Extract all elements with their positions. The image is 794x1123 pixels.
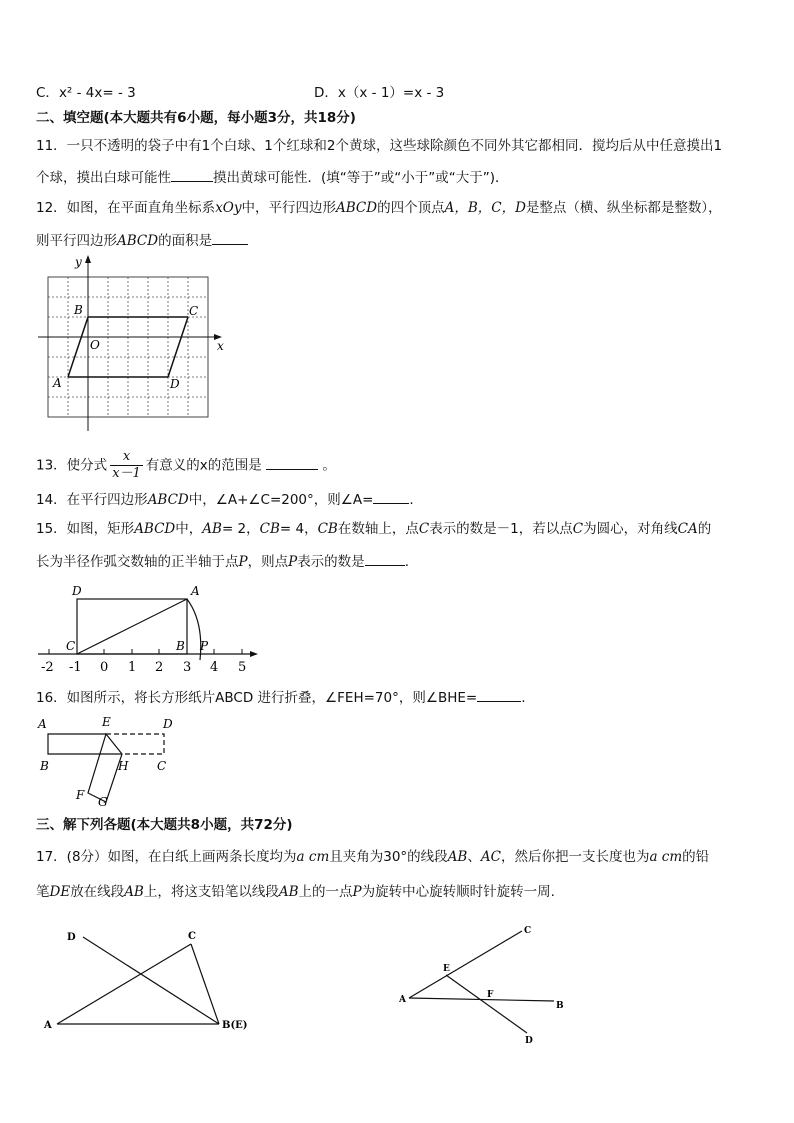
section-2-title: 二、填空题(本大题共有6小题，每小题3分，共18分) xyxy=(36,110,356,126)
q15-text-c: = 2， xyxy=(221,521,260,537)
q16-label-b: B xyxy=(40,759,49,773)
q13-answer-blank[interactable] xyxy=(266,455,318,470)
q12-parallelogram-name-2: ABCD xyxy=(117,233,159,249)
q17-fig2-label-b: B xyxy=(556,1001,564,1011)
q15-segment-ab: AB xyxy=(202,521,222,537)
q17-fig1-label-be: B(E) xyxy=(222,1020,248,1031)
q12-point-b-label: B xyxy=(74,303,83,317)
q15-label-b: B xyxy=(176,639,185,653)
q12-grid-figure xyxy=(36,255,236,435)
option-d-expr: x（x - 1）=x - 3 xyxy=(337,85,445,101)
q11-line-2 xyxy=(36,167,509,187)
q11-text-a: 个球，摸出白球可能性 xyxy=(36,170,171,186)
q15-text-h: 的 xyxy=(697,521,712,537)
q17-fig1-label-d: D xyxy=(67,932,76,943)
q12-answer-blank[interactable] xyxy=(212,230,248,245)
q16-label-d: D xyxy=(163,717,173,731)
q17-text-d: ，然后你把一支长度也为 xyxy=(500,849,650,865)
q15-point-c: C xyxy=(418,521,430,537)
q17-point-p: P xyxy=(352,884,362,900)
q17-segment-ac: AC xyxy=(480,849,501,865)
q14-text-middle: 中，∠A+∠C=200°，则∠A= xyxy=(188,492,374,508)
q15-text-i: 长为半径作弧交数轴的正半轴于点 xyxy=(36,554,239,570)
q17-text-j: 为旋转中心旋转顺时针旋转一周. xyxy=(361,884,555,900)
q12-side-ab xyxy=(68,317,88,377)
q16-label-h: H xyxy=(118,759,129,773)
q17-fig2-pencil-de xyxy=(446,975,527,1033)
option-c-expr: x² - 4x= - 3 xyxy=(58,85,136,101)
q13-text-prefix: 13．使分式 xyxy=(36,457,108,474)
q11-answer-blank[interactable] xyxy=(171,167,213,182)
option-c-label: C． xyxy=(36,85,59,101)
q15-segment-cb: CB xyxy=(259,521,280,537)
q12-text-c: 的四个顶点 xyxy=(377,200,445,216)
q12-parallelogram-name: ABCD xyxy=(336,200,378,216)
q17-figure-2 xyxy=(396,920,596,1050)
q13-line xyxy=(36,449,336,482)
q15-diagonal xyxy=(77,599,187,654)
q17-segment-ab: AB xyxy=(447,849,468,865)
q15-tick-label: 4 xyxy=(210,660,219,675)
option-d-label: D． xyxy=(314,85,338,101)
q17-fig1-segment-ac xyxy=(57,944,191,1024)
q15-label-p: P xyxy=(200,639,209,653)
q17-figure-1 xyxy=(36,925,276,1045)
q12-side-dc xyxy=(168,317,188,377)
q17-text-a: 17．(8分）如图，在白纸上画两条长度均为 xyxy=(36,849,297,865)
q12-axis-y-label: y xyxy=(75,255,82,269)
q16-text-end: . xyxy=(521,690,526,706)
q15-tick-labels xyxy=(41,660,246,675)
q12-y-axis-arrow xyxy=(85,255,91,263)
q17-text-g: 放在线段 xyxy=(70,884,125,900)
q16-label-c: C xyxy=(157,759,167,773)
q15-point-c-2: C xyxy=(572,521,584,537)
q13-fraction xyxy=(110,449,143,482)
q16-fold-figure xyxy=(36,712,186,812)
q14-answer-blank[interactable] xyxy=(373,489,409,504)
q15-text-d: = 4， xyxy=(279,521,318,537)
q17-text-f: 笔 xyxy=(36,884,50,900)
q15-text-g: 为圆心，对角线 xyxy=(583,521,678,537)
q15-point-p: P xyxy=(238,554,248,570)
q17-line-2 xyxy=(36,883,555,901)
q17-fig2-segment-ac xyxy=(409,931,522,998)
q17-text-h: 上，将这支铅笔以线段 xyxy=(143,884,279,900)
q13-text-suffix: 有意义的x的范围是 xyxy=(145,457,262,474)
q16-folded-flap xyxy=(88,734,122,802)
q14-text-end: . xyxy=(409,492,414,508)
q12-text-f: 的面积是 xyxy=(158,233,213,249)
q17-fig1-label-c: C xyxy=(188,931,196,942)
q16-label-a: A xyxy=(38,717,47,731)
q10-option-d xyxy=(314,84,444,102)
q15-line-2 xyxy=(36,551,409,571)
q16-text: 16．如图所示，将长方形纸片ABCD 进行折叠，∠FEH=70°，则∠BHE= xyxy=(36,690,478,706)
q15-tick-label: -2 xyxy=(41,660,54,675)
q12-text-b: 中，平行四边形 xyxy=(241,200,336,216)
q11-line-1: 11．一只不透明的袋子中有1个白球、1个红球和2个黄球，这些球除颜色不同外其它都相同．搅均后从中任意摸出1 xyxy=(36,138,723,154)
q15-answer-blank[interactable] xyxy=(365,551,405,566)
q15-diagonal-ca: CA xyxy=(677,521,698,537)
q16-label-e: E xyxy=(102,715,111,729)
q12-point-a-label: A xyxy=(53,376,62,390)
q15-number-line-figure xyxy=(36,580,266,675)
section-3-title: 三、解下列各题(本大题共8小题，共72分) xyxy=(36,817,293,833)
q12-line-1 xyxy=(36,199,722,217)
q15-label-a: A xyxy=(191,584,200,598)
q12-axis-x-label: x xyxy=(217,339,224,353)
q15-segment-cb-2: CB xyxy=(317,521,338,537)
q12-point-c-label: C xyxy=(189,304,199,318)
q12-point-d-label: D xyxy=(170,377,180,391)
q17-length-a-cm-2: a cm xyxy=(649,849,683,865)
q16-label-f: F xyxy=(76,788,85,802)
q15-text-e: 在数轴上，点 xyxy=(337,521,419,537)
q15-text-j: ，则点 xyxy=(247,554,289,570)
q15-text-b: 中， xyxy=(175,521,203,537)
q16-line xyxy=(36,687,526,707)
q16-answer-blank[interactable] xyxy=(477,687,521,702)
q15-tick-label: 5 xyxy=(238,660,247,675)
q13-text-end: 。 xyxy=(322,457,336,474)
q16-label-g: G xyxy=(98,795,108,809)
q15-number-line-arrow xyxy=(250,651,258,657)
q15-text-k: 表示的数是 xyxy=(297,554,365,570)
q17-fig1-pencil-de xyxy=(83,937,219,1024)
q12-grid xyxy=(48,277,208,417)
q15-label-d: D xyxy=(72,584,82,598)
q13-fraction-numerator: x xyxy=(110,449,143,466)
q15-tick-label: -1 xyxy=(69,660,82,675)
q16-left-part xyxy=(48,734,122,754)
q17-fig1-label-a: A xyxy=(44,1020,52,1031)
q11-text-b: 摸出黄球可能性．(填“等于”或“小于”或“大于”)． xyxy=(213,170,509,186)
q12-text-a: 12．如图，在平面直角坐标系 xyxy=(36,200,216,216)
q15-rectangle-name: ABCD xyxy=(134,521,176,537)
q12-text-e: 则平行四边形 xyxy=(36,233,117,249)
q15-point-p-2: P xyxy=(288,554,298,570)
q12-coordinate-system: xOy xyxy=(215,200,242,216)
q12-line-2 xyxy=(36,230,248,250)
q15-text-f: 表示的数是－1，若以点 xyxy=(429,521,573,537)
q17-fig2-label-e: E xyxy=(443,964,450,974)
q17-text-i: 上的一点 xyxy=(298,884,353,900)
q17-pencil-de: DE xyxy=(49,884,71,900)
q17-fig2-label-d: D xyxy=(525,1036,533,1046)
q15-text-a: 15．如图，矩形 xyxy=(36,521,135,537)
q17-line-1 xyxy=(36,848,709,866)
q17-text-c: 、 xyxy=(467,849,481,865)
q10-option-c xyxy=(36,84,136,102)
q15-label-c: C xyxy=(66,639,76,653)
q17-text-b: 且夹角为30°的线段 xyxy=(329,849,448,865)
q15-text-end: . xyxy=(404,554,409,570)
q17-fig2-label-f: F xyxy=(487,990,494,1000)
q15-tick-label: 1 xyxy=(128,660,137,675)
q17-segment-ab-2: AB xyxy=(124,884,144,900)
q17-segment-ab-3: AB xyxy=(278,884,299,900)
q12-text-d: 是整点（横、纵坐标都是整数）， xyxy=(525,200,722,216)
q15-tick-label: 0 xyxy=(100,660,109,675)
q15-tick-label: 2 xyxy=(155,660,164,675)
q15-line-1 xyxy=(36,520,711,538)
q12-vertices: A，B，C，D xyxy=(444,200,526,216)
q12-origin-label: O xyxy=(90,338,100,352)
q17-text-e: 的铅 xyxy=(682,849,710,865)
q15-tick-label: 3 xyxy=(183,660,192,675)
q17-fig2-label-c: C xyxy=(524,926,532,936)
q17-fig1-segment-cb xyxy=(191,944,219,1024)
q15-arc xyxy=(187,599,201,660)
q14-line xyxy=(36,489,414,509)
q14-text-prefix: 14．在平行四边形 xyxy=(36,492,148,508)
q17-fig2-label-a: A xyxy=(399,995,406,1005)
q17-length-a-cm: a cm xyxy=(296,849,330,865)
q14-parallelogram-name: ABCD xyxy=(147,492,189,508)
q13-fraction-denominator: x－1 xyxy=(112,466,141,481)
